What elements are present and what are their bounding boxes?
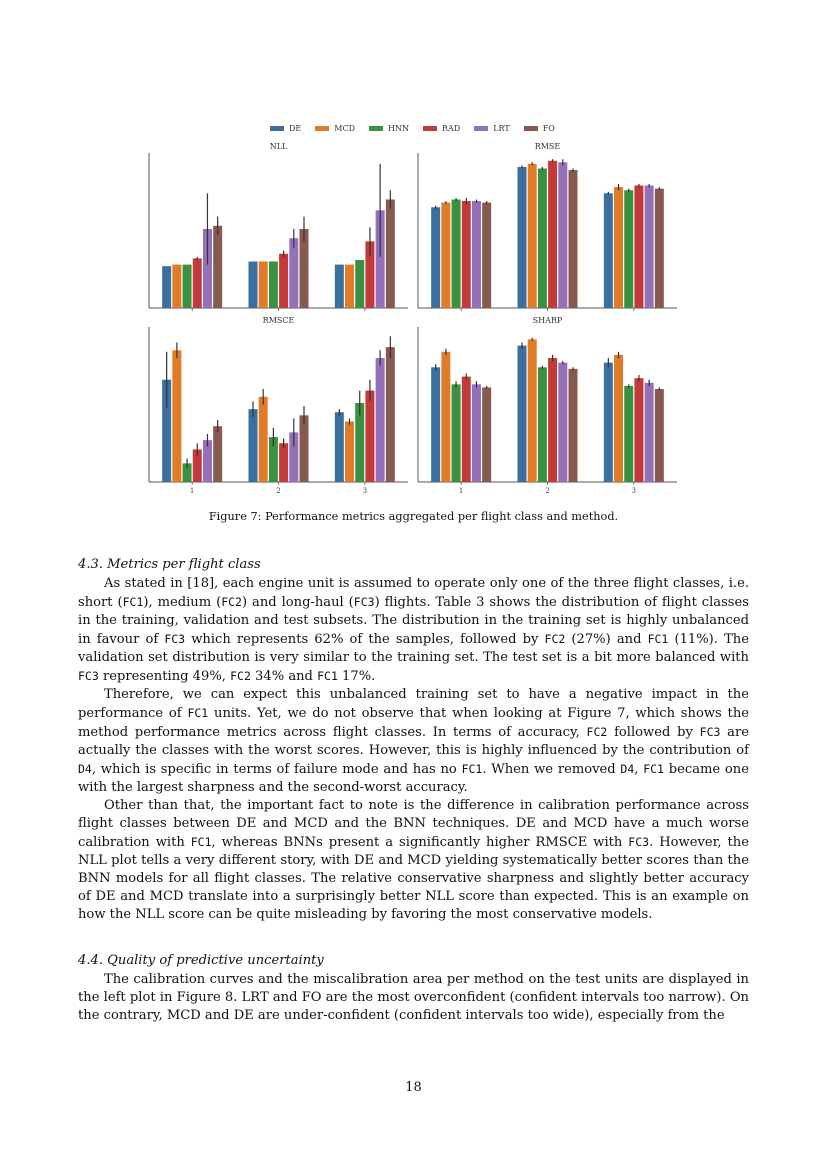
bar-hnn (183, 265, 192, 308)
bar-mcd (528, 339, 537, 482)
panel-title: SHARP (532, 316, 563, 325)
code-token: FC1 (461, 762, 483, 776)
bar-de (249, 262, 258, 309)
bar-mcd (528, 164, 537, 308)
legend-label: FO (542, 123, 555, 133)
bar-hnn (538, 367, 547, 482)
code-token: FC3 (628, 835, 650, 849)
bar-de (249, 409, 258, 482)
bar-hnn (538, 169, 547, 309)
section-4-4-paragraph-1: The calibration curves and the miscalibration area per method on the test units are displayed in the left plot in Figure 8. LRT and FO are the most overconfident (confident intervals too narrow). On the contrary, MCD and DE are under-confident (confident intervals too wide), especially from the (78, 972, 749, 1023)
legend-label: DE (289, 123, 302, 133)
section-4-3-body (78, 575, 749, 924)
code-token: FC2 (544, 632, 566, 646)
bar-lrt (472, 384, 481, 482)
bar-de (604, 193, 613, 308)
bar-mcd (172, 265, 181, 308)
panel-title: NLL (269, 142, 288, 151)
section-4-4-body (78, 971, 749, 1025)
bar-fo (386, 200, 395, 309)
code-token: D4 (78, 762, 92, 776)
x-tick-label: 3 (362, 487, 368, 495)
bar-hnn (624, 386, 633, 482)
bar-lrt (645, 186, 654, 308)
section-4-3-paragraph-1: As stated in [18], each engine unit is assumed to operate only one of the three flight classes, i.e. short (FC1), medium (FC2) and long-haul (FC3) flights. Table 3 shows the distribution of flight classes in the training, validation and test subsets. The distribution in the training set is highly unbalanced in favour of FC3 which represents 62% of the samples, followed by FC2 (27%) and FC1 (11%). The validation set distribution is very similar to the training set. The test set is a bit more balanced with FC3 representing 49%, FC2 34% and FC1 17%. (78, 576, 749, 684)
bar-hnn (355, 260, 364, 308)
page-number: 18 (405, 1080, 422, 1095)
bar-hnn (452, 384, 461, 482)
bar-lrt (558, 363, 567, 482)
bar-lrt (203, 440, 212, 482)
code-token: FC1 (647, 632, 669, 646)
bar-fo (569, 369, 578, 482)
x-tick-label: 2 (545, 487, 550, 495)
x-tick-label: 1 (189, 487, 195, 495)
panel-sharp (418, 316, 677, 495)
legend-label: RAD (441, 123, 461, 133)
bar-de (335, 412, 344, 482)
code-token: FC3 (353, 595, 375, 609)
code-token: D4 (620, 762, 635, 776)
code-token: FC3 (699, 725, 721, 739)
figure-7-chart (0, 0, 827, 500)
bar-hnn (624, 190, 633, 308)
legend-label: LRT (493, 123, 510, 133)
bar-mcd (614, 187, 623, 308)
section-4-3-paragraph-2: Therefore, we can expect this unbalanced training set to have a negative impact in the performance of FC1 units. Yet, we do not observe that when looking at Figure 7, which shows the method performance metrics across flight classes. In terms of accuracy, FC2 followed by FC3 are actually the classes with the worst scores. However, this is highly influenced by the contribution of D4, which is specific in terms of failure mode and has no FC1. When we removed D4, FC1 became one with the largest sharpness and the second-worst accuracy. (78, 687, 749, 795)
legend-label: MCD (334, 123, 355, 133)
code-token: FC3 (164, 632, 186, 646)
bar-lrt (289, 238, 298, 308)
bar-de (604, 363, 613, 482)
bar-hnn (269, 262, 278, 309)
panel-title: RMSE (534, 142, 561, 151)
bar-fo (655, 389, 664, 482)
panel-title: RMSCE (262, 316, 295, 325)
bar-rad (548, 358, 557, 482)
bar-lrt (472, 201, 481, 308)
panel-nll (149, 142, 408, 311)
x-tick-label: 3 (631, 487, 637, 495)
bar-rad (279, 254, 288, 308)
bar-rad (548, 161, 557, 308)
bar-hnn (452, 200, 461, 309)
bar-fo (213, 426, 222, 482)
bar-mcd (259, 397, 268, 482)
bar-lrt (558, 162, 567, 308)
code-token: FC2 (221, 595, 242, 609)
code-token: FC1 (190, 835, 212, 849)
bar-fo (386, 347, 395, 482)
bar-fo (482, 387, 491, 482)
bar-rad (462, 377, 471, 482)
code-token: FC2 (230, 669, 251, 683)
bar-de (162, 266, 171, 308)
section-4-3-paragraph-3: Other than that, the important fact to note is the difference in calibration performance across flight classes between DE and MCD and the BNN techniques. DE and MCD have a much worse calibration with FC1, whereas BNNs present a significantly higher RMSCE with FC3. However, the NLL plot tells a very different story, with DE and MCD yielding systematically better scores than the BNN models for all flight classes. The relative conservative sharpness and slightly better accuracy of DE and MCD translate into a surprisingly better NLL score than expected. This is an example on how the NLL score can be quite misleading by favoring the most conservative models. (78, 798, 749, 922)
bar-mcd (345, 422, 354, 482)
bar-rad (462, 201, 471, 308)
bar-fo (655, 189, 664, 308)
section-4-3-title: 4.3. Metrics per flight class (78, 557, 261, 572)
bar-mcd (441, 203, 450, 308)
code-token: FC1 (122, 595, 144, 609)
legend-label: HNN (388, 123, 409, 133)
panel-rmsce (149, 316, 408, 495)
bar-mcd (441, 352, 450, 482)
bar-rad (634, 378, 643, 482)
bar-de (431, 367, 440, 482)
bar-lrt (645, 383, 654, 482)
code-token: FC1 (643, 762, 664, 776)
bar-fo (482, 203, 491, 308)
bar-fo (300, 415, 309, 482)
bar-de (518, 167, 527, 308)
x-tick-label: 1 (458, 487, 464, 495)
bar-mcd (345, 265, 354, 308)
code-token: FC1 (187, 706, 209, 720)
code-token: FC3 (78, 669, 99, 683)
bar-fo (569, 170, 578, 308)
code-token: FC2 (586, 725, 608, 739)
bar-mcd (259, 262, 268, 309)
x-tick-label: 2 (276, 487, 281, 495)
bar-mcd (614, 355, 623, 482)
bar-rad (193, 258, 202, 308)
section-4-4-title: 4.4. Quality of predictive uncertainty (78, 953, 324, 968)
figure-caption: Figure 7: Performance metrics aggregated per flight class and method. (208, 510, 619, 523)
bar-de (431, 207, 440, 308)
bar-mcd (172, 350, 181, 482)
bar-de (518, 346, 527, 482)
bar-rad (365, 391, 374, 482)
panel-rmse (418, 142, 677, 311)
bar-rad (279, 443, 288, 482)
code-token: FC1 (317, 669, 338, 683)
bar-fo (213, 226, 222, 308)
bar-de (335, 265, 344, 308)
bar-lrt (376, 358, 385, 482)
bar-rad (634, 186, 643, 308)
